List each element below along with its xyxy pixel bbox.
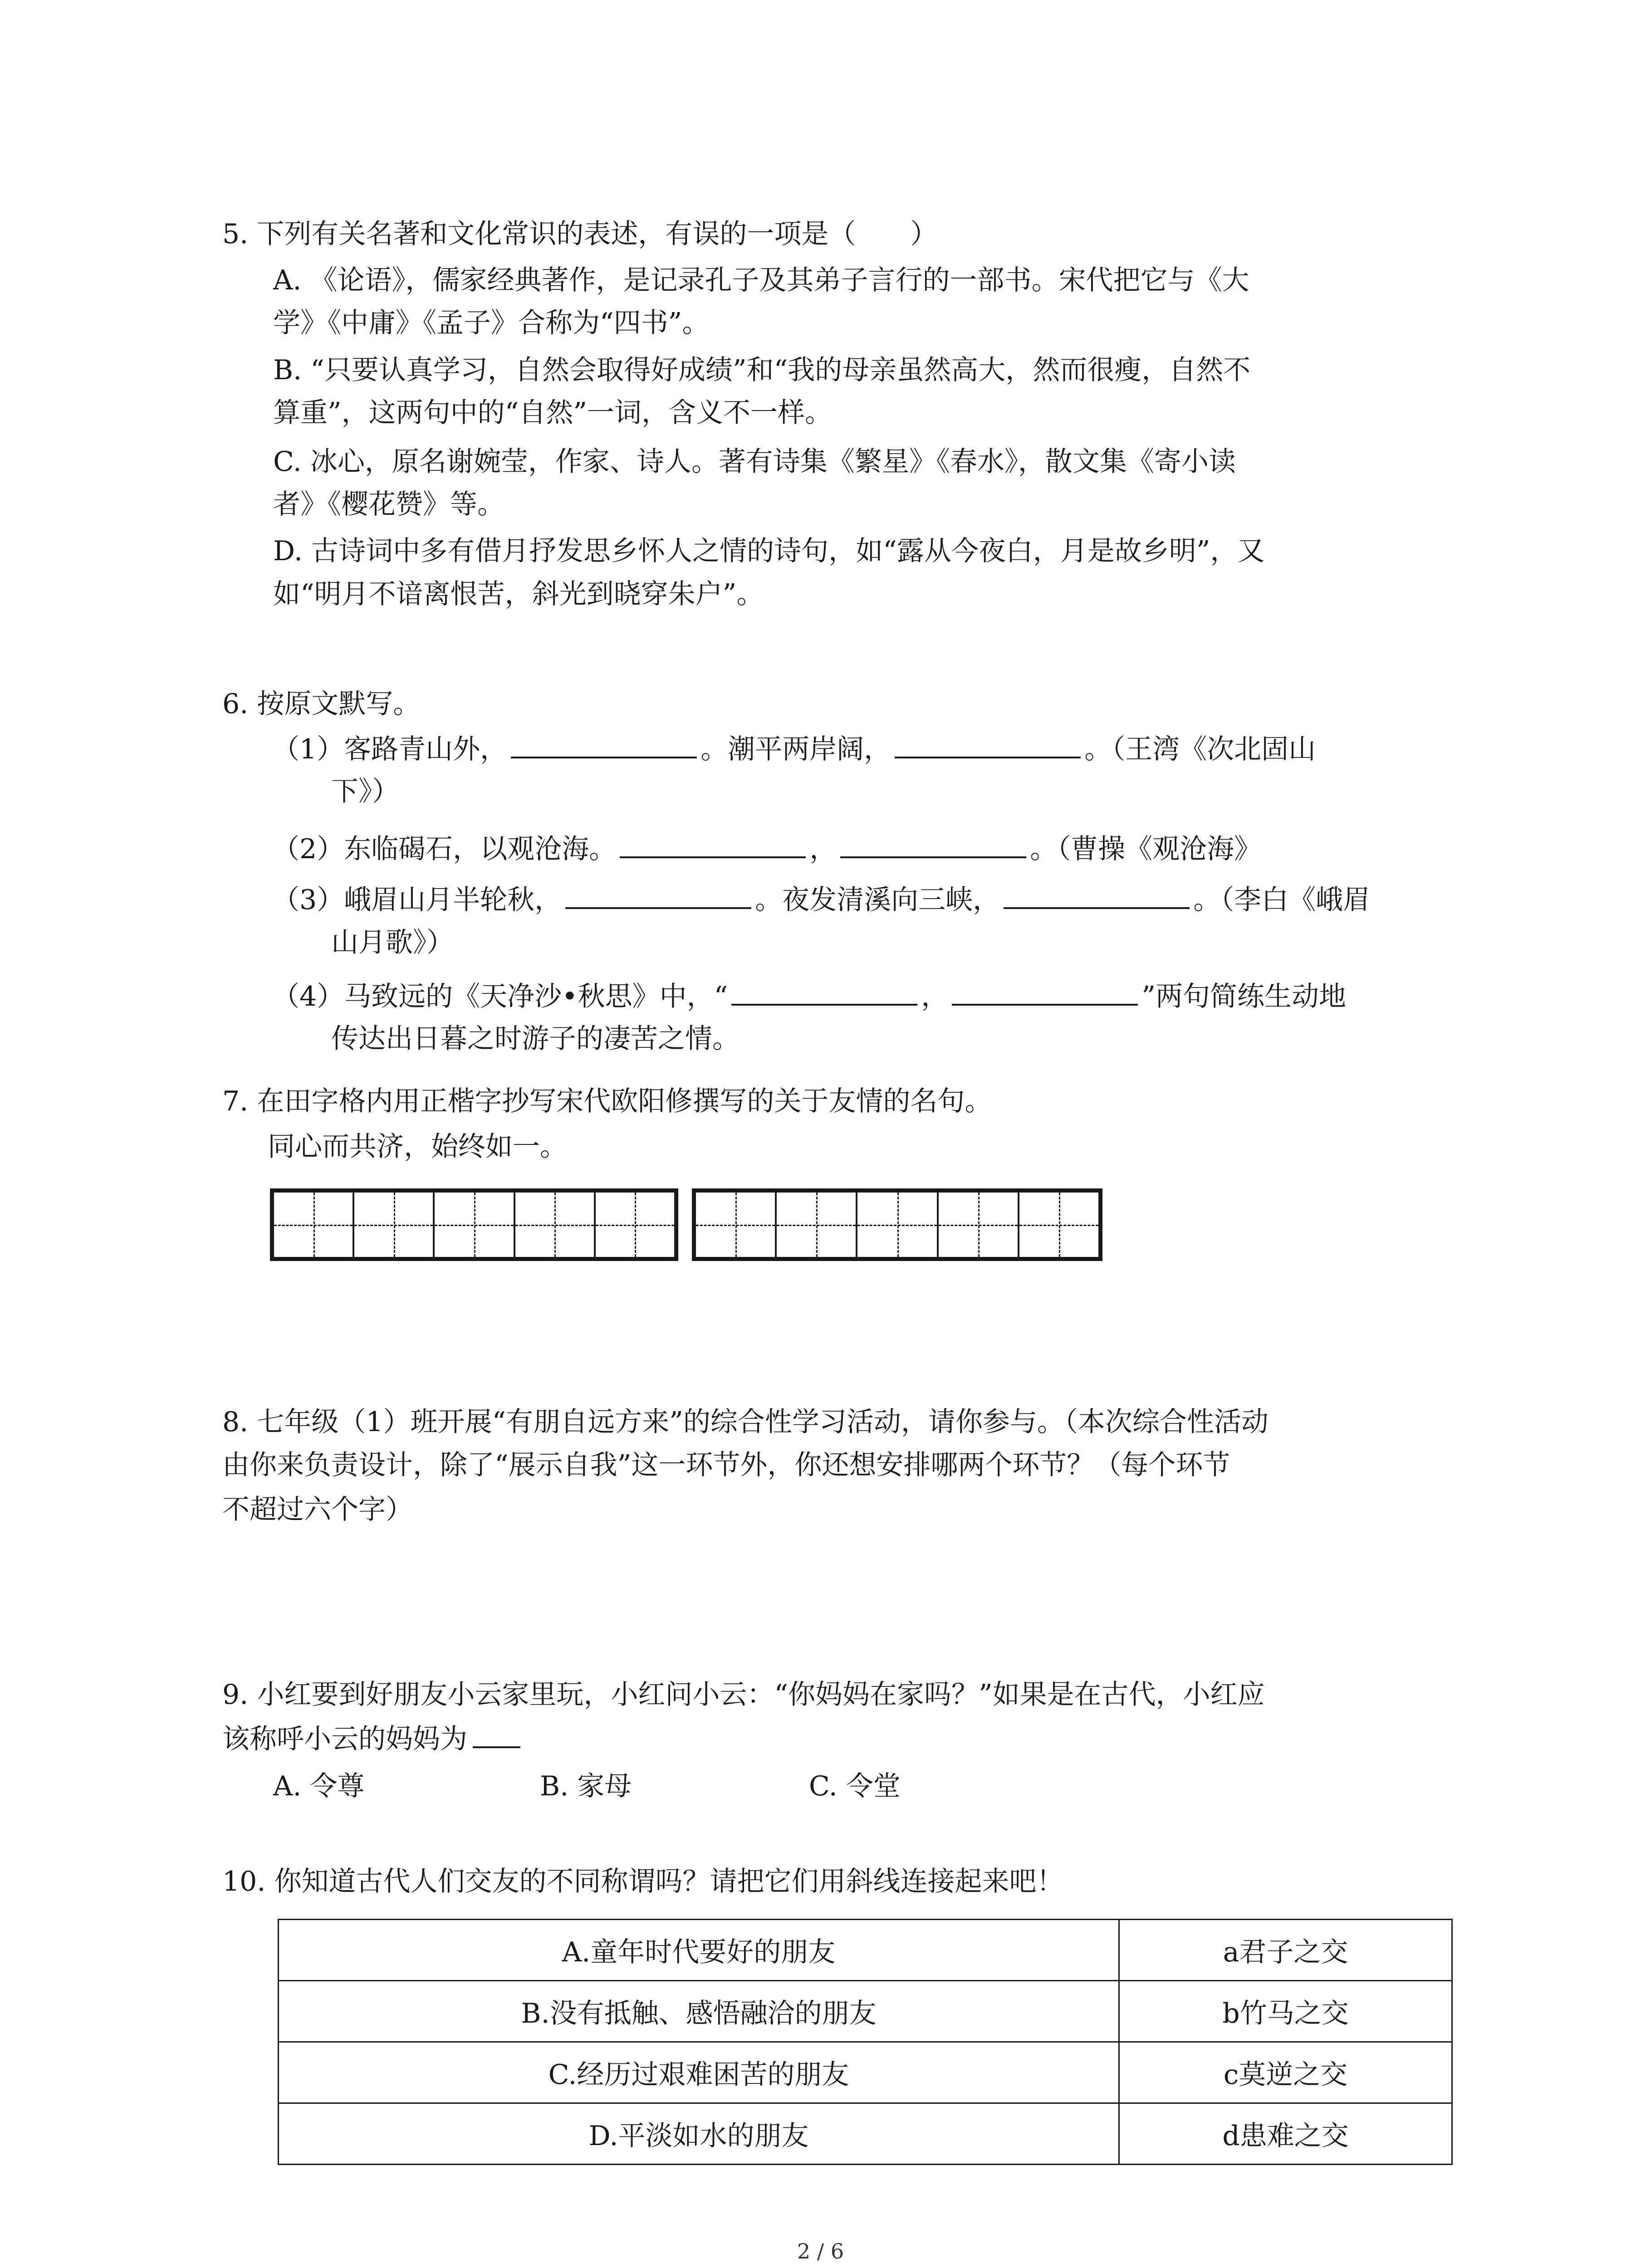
page-number: 2 / 6 <box>797 2239 844 2263</box>
q9-option-c[interactable]: C. 令堂 <box>809 1770 901 1802</box>
tianzige-cell[interactable] <box>354 1193 435 1257</box>
q5-option-d-line2: 如“明月不谙离恨苦，斜光到晓穿朱户”。 <box>273 578 764 610</box>
q7-stem: 7. 在田字格内用正楷字抄写宋代欧阳修撰写的关于友情的名句。 <box>222 1085 992 1117</box>
table-row <box>279 1920 1452 1981</box>
q6-item4-number: （4） <box>272 981 344 1012</box>
q6-item2: （2）东临碣石，以观沧海。 ， 。（曹操《观沧海》 <box>272 830 1261 867</box>
q6-item2-number: （2） <box>272 833 344 865</box>
tianzige-cell[interactable] <box>857 1193 938 1257</box>
q5-option-b-line2: 算重”，这两句中的“自然”一词，含义不一样。 <box>273 397 833 429</box>
q8-line1: 8. 七年级（1）班开展“有朋自远方来”的综合性学习活动，请你参与。（本次综合性活动 <box>222 1406 1269 1438</box>
q6-item3-number: （3） <box>272 884 344 916</box>
q6-blank-4[interactable] <box>840 830 1026 858</box>
q9-option-a[interactable]: A. 令尊 <box>273 1770 365 1802</box>
q6-blank-3[interactable] <box>620 830 806 858</box>
q5-stem: 5. 下列有关名著和文化常识的表述，有误的一项是（ ） <box>222 218 938 250</box>
table-row <box>279 1981 1452 2042</box>
q10-stem: 10. 你知道古代人们交友的不同称谓吗？请把它们用斜线连接起来吧！ <box>222 1866 1064 1897</box>
q6-item1: （1）客路青山外， 。潮平两岸阔， 。（王湾《次北固山 <box>272 730 1316 767</box>
q6-blank-5[interactable] <box>565 881 751 909</box>
tianzige-grid-right <box>692 1188 1102 1261</box>
q5-option-d-line1: D. 古诗词中多有借月抒发思乡怀人之情的诗句，如“露从今夜白，月是故乡明”，又 <box>273 535 1265 567</box>
match-right-cell[interactable]: d患难之交 <box>1119 2103 1452 2165</box>
q5-option-a-line2: 学》《中庸》《孟子》合称为“四书”。 <box>273 307 710 339</box>
table-row <box>279 2103 1452 2165</box>
tianzige-cell[interactable] <box>939 1193 1019 1257</box>
q6-blank-6[interactable] <box>1004 881 1190 909</box>
tianzige-cell[interactable] <box>515 1193 596 1257</box>
q6-item4: （4）马致远的《天净沙•秋思》中，“ ， ”两句简练生动地 <box>272 978 1346 1015</box>
tianzige-cell[interactable] <box>435 1193 515 1257</box>
tianzige-cell[interactable] <box>274 1193 354 1257</box>
match-right-cell[interactable]: a君子之交 <box>1119 1920 1452 1981</box>
q5-option-c-line2: 者》《樱花赞》等。 <box>273 489 505 520</box>
q6-item1-cont: 下》） <box>331 776 399 807</box>
tianzige-cell[interactable] <box>696 1193 777 1257</box>
q9-line2: 该称呼小云的妈妈为 <box>222 1720 520 1757</box>
q6-stem: 6. 按原文默写。 <box>222 688 421 720</box>
q6-blank-8[interactable] <box>952 978 1138 1006</box>
match-right-cell[interactable]: c莫逆之交 <box>1119 2042 1452 2103</box>
q9-answer-blank[interactable] <box>473 1720 520 1748</box>
q5-option-a-line1: A. 《论语》，儒家经典著作，是记录孔子及其弟子言行的一部书。宋代把它与《大 <box>273 264 1249 296</box>
match-left-cell[interactable]: C.经历过艰难困苦的朋友 <box>279 2042 1119 2103</box>
match-left-cell[interactable]: B.没有抵触、感悟融洽的朋友 <box>279 1981 1119 2042</box>
q5-option-c-line1: C. 冰心，原名谢婉莹，作家、诗人。著有诗集《繁星》《春水》，散文集《寄小读 <box>273 446 1236 478</box>
q9-line1: 9. 小红要到好朋友小云家里玩，小红问小云：“你妈妈在家吗？”如果是在古代，小红应 <box>222 1679 1265 1711</box>
q5-option-b-line1: B. “只要认真学习，自然会取得好成绩”和“我的母亲虽然高大，然而很瘦，自然不 <box>273 354 1251 386</box>
q6-item3-cont: 山月歌》） <box>331 927 454 958</box>
q6-blank-1[interactable] <box>511 730 697 758</box>
tianzige-cell[interactable] <box>1019 1193 1098 1257</box>
match-left-cell[interactable]: D.平淡如水的朋友 <box>279 2103 1119 2165</box>
q8-line2: 由你来负责设计，除了“展示自我”这一环节外，你还想安排哪两个环节？（每个环节 <box>222 1449 1230 1481</box>
match-right-cell[interactable]: b竹马之交 <box>1119 1981 1452 2042</box>
table-row <box>279 2042 1452 2103</box>
tianzige-cell[interactable] <box>777 1193 857 1257</box>
q6-item1-number: （1） <box>272 733 344 765</box>
match-left-cell[interactable]: A.童年时代要好的朋友 <box>279 1920 1119 1981</box>
matching-table <box>278 1919 1453 2165</box>
tianzige-cell[interactable] <box>596 1193 674 1257</box>
q6-blank-2[interactable] <box>895 730 1081 758</box>
q6-blank-7[interactable] <box>731 978 917 1006</box>
q6-item4-cont: 传达出日暮之时游子的凄苦之情。 <box>331 1023 740 1055</box>
q9-option-b[interactable]: B. 家母 <box>540 1770 632 1802</box>
q7-quote: 同心而共济，始终如一。 <box>268 1131 567 1163</box>
q8-line3: 不超过六个字） <box>222 1494 413 1525</box>
q6-item3: （3）峨眉山月半轮秋， 。夜发清溪向三峡， 。（李白《峨眉 <box>272 881 1370 918</box>
tianzige-grid-left <box>270 1188 678 1261</box>
